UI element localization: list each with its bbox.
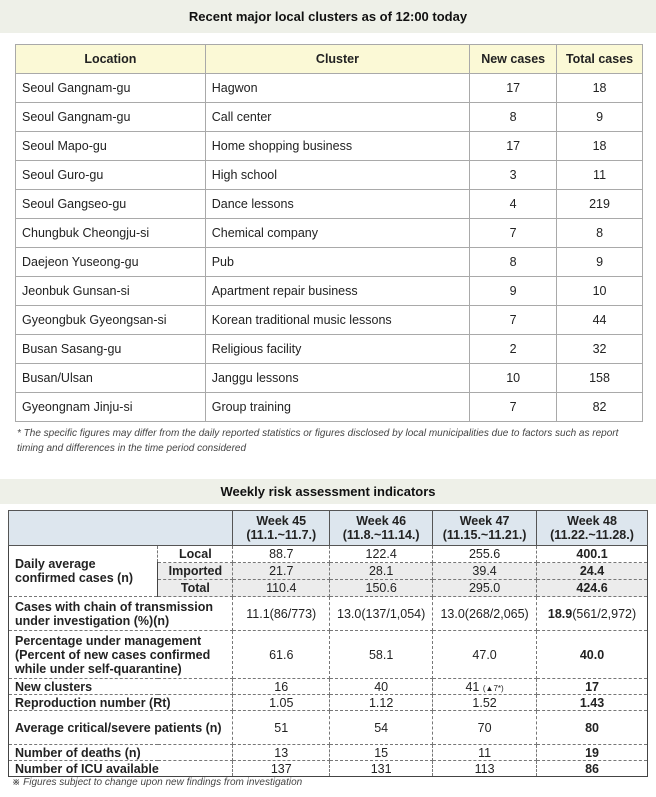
row-icu bbox=[9, 761, 648, 777]
critical-w48: 80 bbox=[537, 711, 648, 745]
total-cases-cell: 82 bbox=[557, 393, 643, 422]
new-cases-cell: 17 bbox=[470, 74, 557, 103]
clusters-w48: 17 bbox=[537, 679, 648, 695]
cluster-cell: Apartment repair business bbox=[205, 277, 470, 306]
row-chain bbox=[9, 597, 648, 631]
deaths-w47: 11 bbox=[433, 745, 537, 761]
total-cases-cell: 32 bbox=[557, 335, 643, 364]
cluster-cell: Hagwon bbox=[205, 74, 470, 103]
total-cases-cell: 18 bbox=[557, 132, 643, 161]
mgmt-w47: 47.0 bbox=[433, 631, 537, 679]
row-local bbox=[9, 546, 648, 563]
location-cell: Jeonbuk Gunsan-si bbox=[16, 277, 206, 306]
mgmt-w46: 58.1 bbox=[330, 631, 433, 679]
chain-w47: 13.0(268/2,065) bbox=[433, 597, 537, 631]
total-w47: 295.0 bbox=[433, 580, 537, 597]
imported-w46: 28.1 bbox=[330, 563, 433, 580]
location-cell: Chungbuk Cheongju-si bbox=[16, 219, 206, 248]
cluster-cell: Pub bbox=[205, 248, 470, 277]
deaths-w45: 13 bbox=[233, 745, 330, 761]
table-row bbox=[16, 74, 643, 103]
risk-title: Weekly risk assessment indicators bbox=[0, 479, 656, 504]
critical-label: Average critical/severe patients (n) bbox=[9, 711, 233, 745]
new-cases-cell: 8 bbox=[470, 103, 557, 132]
total-cases-cell: 44 bbox=[557, 306, 643, 335]
risk-header-row bbox=[9, 511, 648, 546]
location-cell: Gyeongbuk Gyeongsan-si bbox=[16, 306, 206, 335]
location-cell: Seoul Gangnam-gu bbox=[16, 74, 206, 103]
cluster-cell: Korean traditional music lessons bbox=[205, 306, 470, 335]
cluster-cell: Religious facility bbox=[205, 335, 470, 364]
new-clusters-label: New clusters bbox=[9, 679, 233, 695]
clusters-footnote: * The specific figures may differ from the daily reported statistics or figures disclosed by local municipalities due to factors such as report timing and differences in the time period considered bbox=[17, 428, 619, 454]
chain-label: Cases with chain of transmission under investigation (%)(n) bbox=[9, 597, 233, 631]
critical-w45: 51 bbox=[233, 711, 330, 745]
rt-label: Reproduction number (Rt) bbox=[9, 695, 233, 711]
clusters-table bbox=[15, 44, 643, 422]
location-cell: Gyeongnam Jinju-si bbox=[16, 393, 206, 422]
row-management bbox=[9, 631, 648, 679]
table-row bbox=[16, 306, 643, 335]
deaths-label: Number of deaths (n) bbox=[9, 745, 233, 761]
total-cases-cell: 9 bbox=[557, 248, 643, 277]
total-label: Total bbox=[158, 580, 233, 597]
local-w47: 255.6 bbox=[433, 546, 537, 563]
new-cases-cell: 4 bbox=[470, 190, 557, 219]
row-rt bbox=[9, 695, 648, 711]
total-cases-cell: 8 bbox=[557, 219, 643, 248]
critical-w47: 70 bbox=[433, 711, 537, 745]
icu-w48: 86 bbox=[537, 761, 648, 777]
management-label: Percentage under management (Percent of new cases confirmed while under self-quarantine) bbox=[9, 631, 233, 679]
table-row bbox=[16, 103, 643, 132]
icu-w46: 131 bbox=[330, 761, 433, 777]
imported-w45: 21.7 bbox=[233, 563, 330, 580]
location-cell: Busan Sasang-gu bbox=[16, 335, 206, 364]
table-row bbox=[16, 277, 643, 306]
local-w46: 122.4 bbox=[330, 546, 433, 563]
risk-footnote: ※ Figures subject to change upon new findings from investigation bbox=[12, 777, 303, 788]
col-new-cases: New cases bbox=[470, 45, 557, 74]
table-row bbox=[16, 335, 643, 364]
clusters-w45: 16 bbox=[233, 679, 330, 695]
new-cases-cell: 9 bbox=[470, 277, 557, 306]
week-45-header: Week 45 (11.1.~11.7.) bbox=[233, 511, 330, 546]
cluster-cell: High school bbox=[205, 161, 470, 190]
total-cases-cell: 9 bbox=[557, 103, 643, 132]
total-w45: 110.4 bbox=[233, 580, 330, 597]
row-new-clusters bbox=[9, 679, 648, 695]
total-cases-cell: 18 bbox=[557, 74, 643, 103]
new-cases-cell: 2 bbox=[470, 335, 557, 364]
table-row bbox=[16, 219, 643, 248]
new-cases-cell: 8 bbox=[470, 248, 557, 277]
total-cases-cell: 158 bbox=[557, 364, 643, 393]
rt-w47: 1.52 bbox=[433, 695, 537, 711]
clusters-w46: 40 bbox=[330, 679, 433, 695]
table-row bbox=[16, 132, 643, 161]
location-cell: Seoul Guro-gu bbox=[16, 161, 206, 190]
new-cases-cell: 17 bbox=[470, 132, 557, 161]
risk-header-blank bbox=[9, 511, 233, 546]
table-row bbox=[16, 190, 643, 219]
total-w46: 150.6 bbox=[330, 580, 433, 597]
table-row bbox=[16, 248, 643, 277]
new-cases-cell: 7 bbox=[470, 306, 557, 335]
clusters-w47: 41 (▲7*) bbox=[433, 679, 537, 695]
col-location: Location bbox=[16, 45, 206, 74]
week-46-header: Week 46 (11.8.~11.14.) bbox=[330, 511, 433, 546]
local-w48: 400.1 bbox=[537, 546, 648, 563]
deaths-w48: 19 bbox=[537, 745, 648, 761]
icu-w45: 137 bbox=[233, 761, 330, 777]
week-48-header: Week 48 (11.22.~11.28.) bbox=[537, 511, 648, 546]
cluster-cell: Call center bbox=[205, 103, 470, 132]
critical-w46: 54 bbox=[330, 711, 433, 745]
total-w48: 424.6 bbox=[537, 580, 648, 597]
mgmt-w48: 40.0 bbox=[537, 631, 648, 679]
cluster-cell: Group training bbox=[205, 393, 470, 422]
deaths-w46: 15 bbox=[330, 745, 433, 761]
rt-w45: 1.05 bbox=[233, 695, 330, 711]
total-cases-cell: 219 bbox=[557, 190, 643, 219]
clusters-header-row bbox=[16, 45, 643, 74]
table-row bbox=[16, 364, 643, 393]
clusters-title: Recent major local clusters as of 12:00 today bbox=[0, 0, 656, 33]
table-row bbox=[16, 161, 643, 190]
icu-w47: 113 bbox=[433, 761, 537, 777]
imported-label: Imported bbox=[158, 563, 233, 580]
rt-w48: 1.43 bbox=[537, 695, 648, 711]
new-cases-cell: 7 bbox=[470, 219, 557, 248]
new-cases-cell: 7 bbox=[470, 393, 557, 422]
total-cases-cell: 10 bbox=[557, 277, 643, 306]
risk-table bbox=[8, 510, 648, 777]
week-47-header: Week 47 (11.15.~11.21.) bbox=[433, 511, 537, 546]
location-cell: Daejeon Yuseong-gu bbox=[16, 248, 206, 277]
col-cluster: Cluster bbox=[205, 45, 470, 74]
location-cell: Seoul Mapo-gu bbox=[16, 132, 206, 161]
local-label: Local bbox=[158, 546, 233, 563]
icu-label: Number of ICU available bbox=[9, 761, 233, 777]
imported-w47: 39.4 bbox=[433, 563, 537, 580]
location-cell: Busan/Ulsan bbox=[16, 364, 206, 393]
rt-w46: 1.12 bbox=[330, 695, 433, 711]
cluster-cell: Home shopping business bbox=[205, 132, 470, 161]
chain-w48: 18.9(561/2,972) bbox=[537, 597, 648, 631]
local-w45: 88.7 bbox=[233, 546, 330, 563]
location-cell: Seoul Gangseo-gu bbox=[16, 190, 206, 219]
cluster-cell: Chemical company bbox=[205, 219, 470, 248]
new-cases-cell: 3 bbox=[470, 161, 557, 190]
chain-w46: 13.0(137/1,054) bbox=[330, 597, 433, 631]
total-cases-cell: 11 bbox=[557, 161, 643, 190]
mgmt-w45: 61.6 bbox=[233, 631, 330, 679]
row-critical bbox=[9, 711, 648, 745]
table-row bbox=[16, 393, 643, 422]
cluster-cell: Janggu lessons bbox=[205, 364, 470, 393]
cluster-cell: Dance lessons bbox=[205, 190, 470, 219]
row-deaths bbox=[9, 745, 648, 761]
chain-w45: 11.1(86/773) bbox=[233, 597, 330, 631]
location-cell: Seoul Gangnam-gu bbox=[16, 103, 206, 132]
daily-average-label: Daily average confirmed cases (n) bbox=[9, 546, 158, 597]
clusters-body bbox=[16, 74, 643, 422]
imported-w48: 24.4 bbox=[537, 563, 648, 580]
new-cases-cell: 10 bbox=[470, 364, 557, 393]
col-total-cases: Total cases bbox=[557, 45, 643, 74]
